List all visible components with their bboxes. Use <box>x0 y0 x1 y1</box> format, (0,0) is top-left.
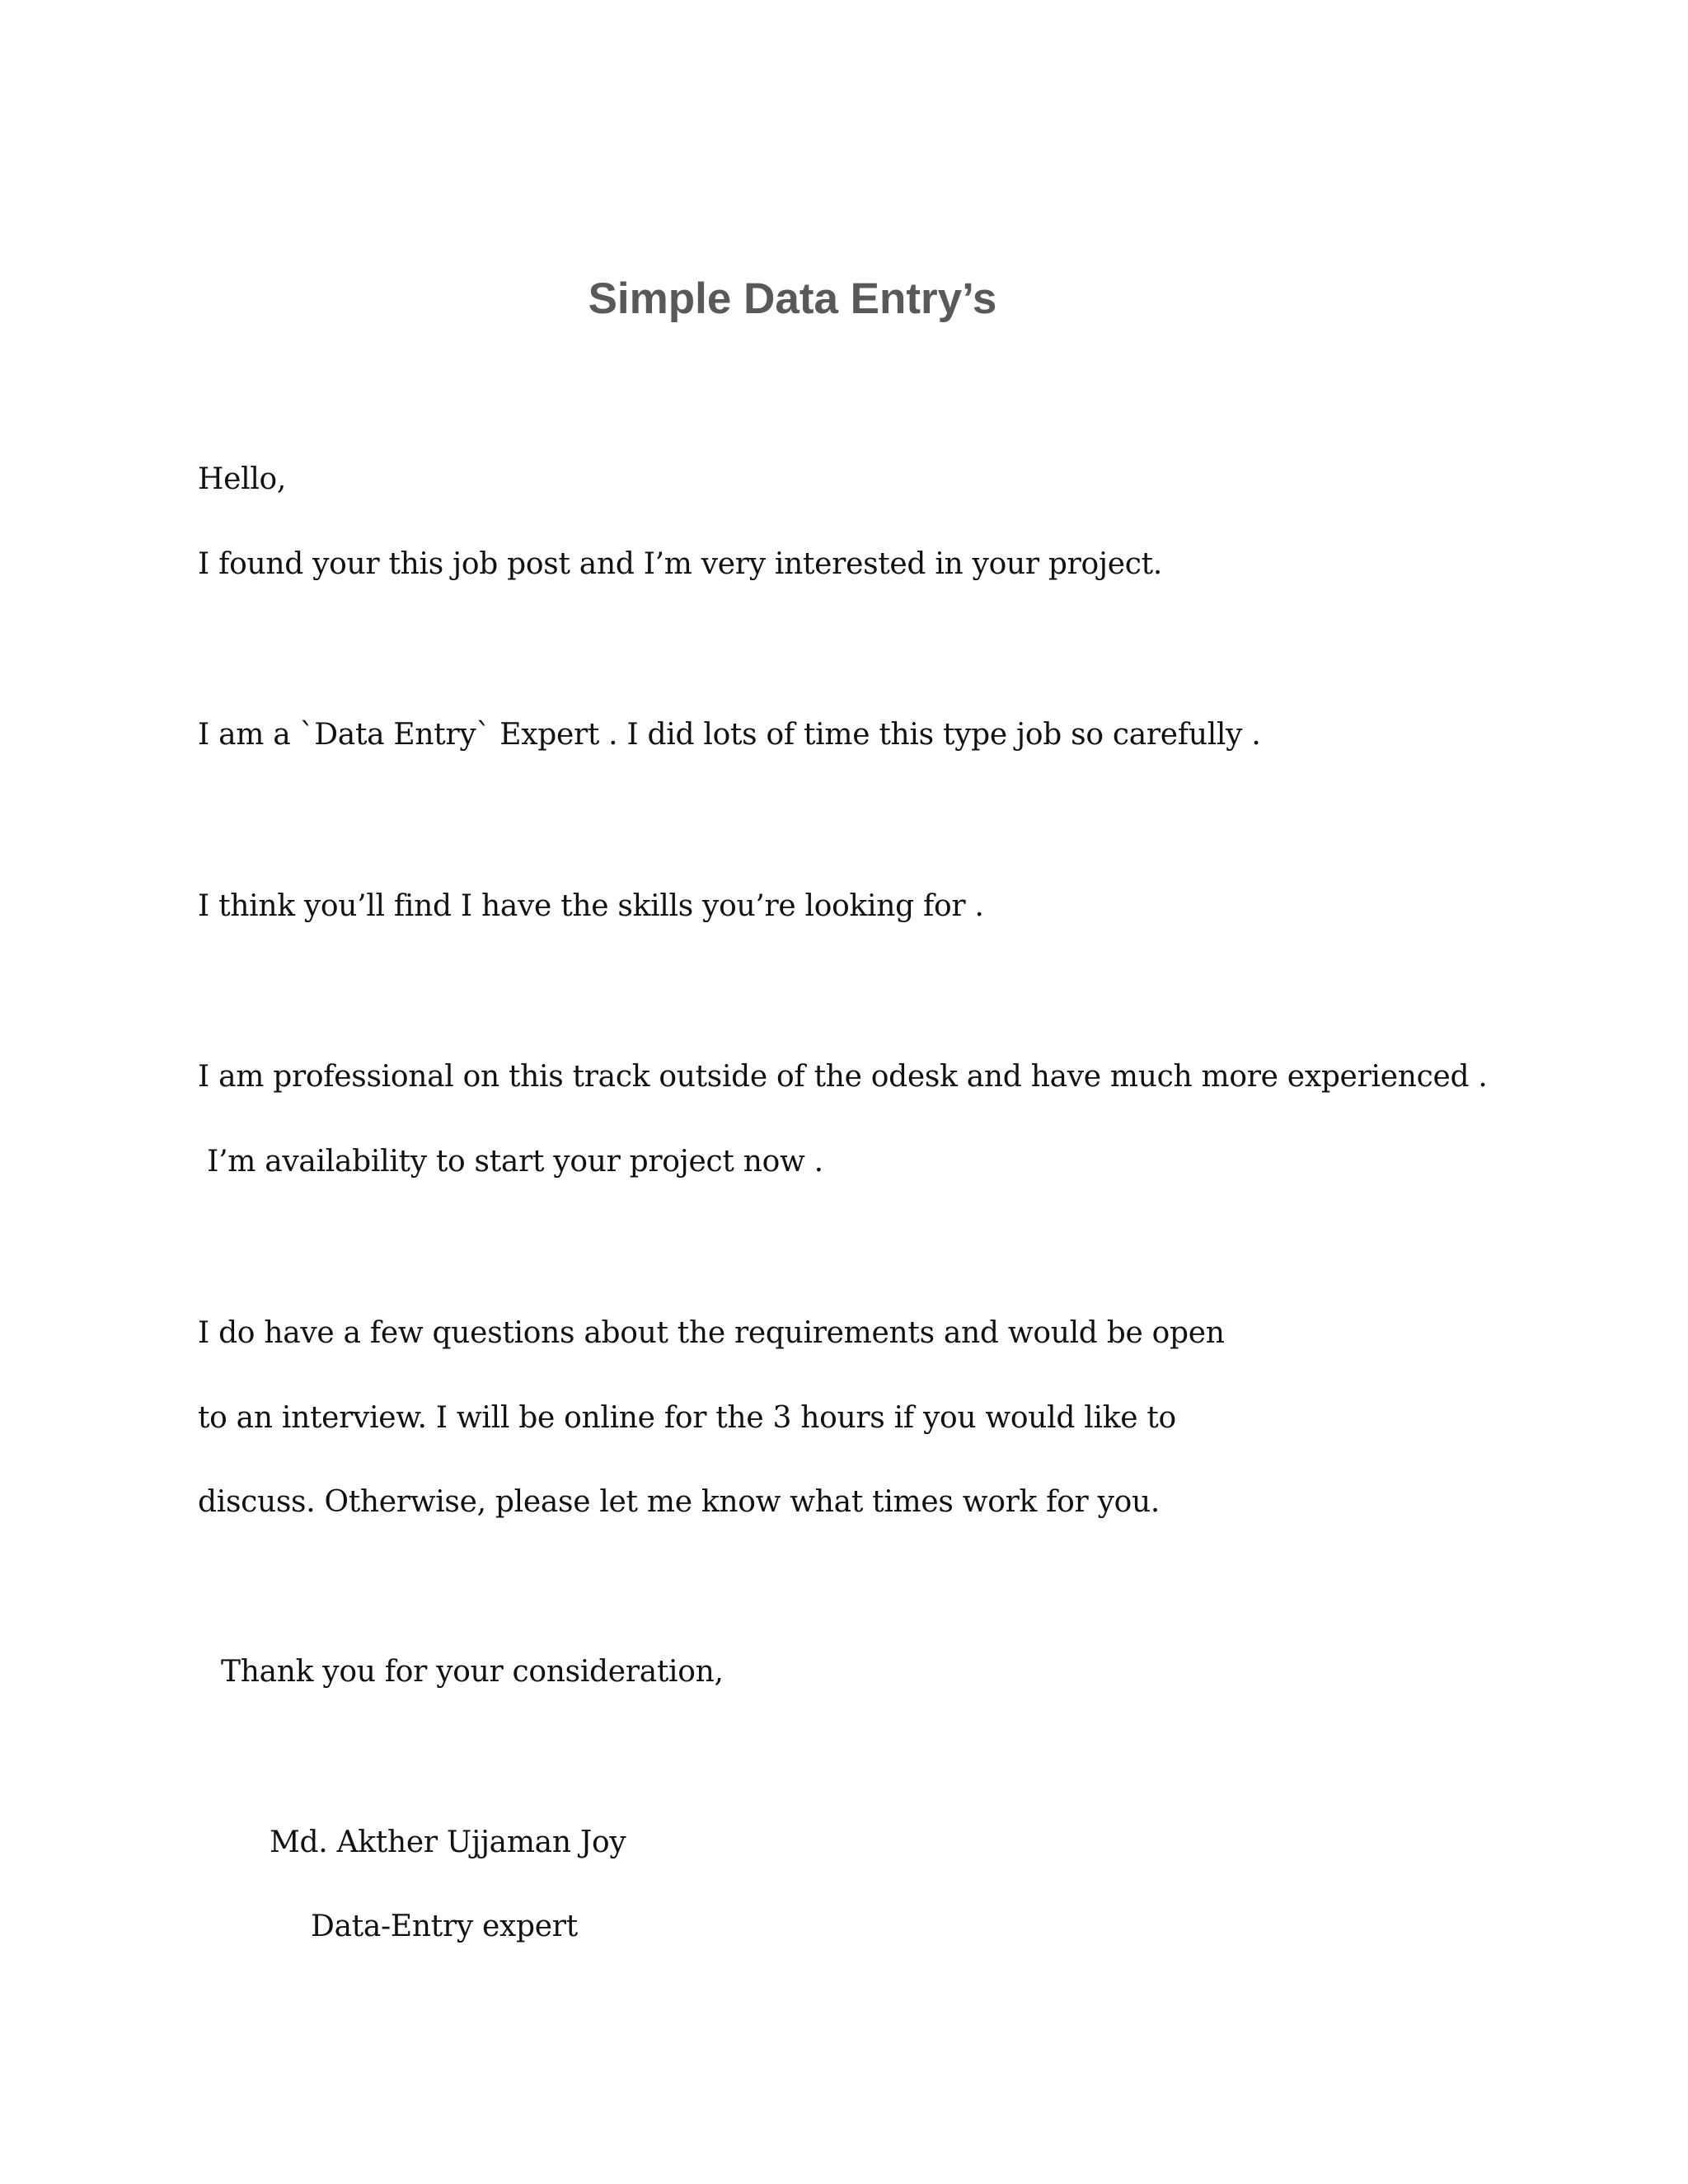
signature-name: Md. Akther Ujjaman Joy <box>270 1825 626 1859</box>
closing-line: Thank you for your consideration, <box>221 1655 724 1689</box>
body-line-4: I am professional on this track outside of the odesk and have much more experienced . <box>198 1060 1488 1094</box>
body-line-8: discuss. Otherwise, please let me know what times work for you. <box>198 1485 1160 1519</box>
body-line-2: I am a `Data Entry` Expert . I did lots of time this type job so carefully . <box>198 718 1261 752</box>
body-line-6: I do have a few questions about the requirements and would be open <box>198 1316 1225 1350</box>
body-line-5: I’m availability to start your project now . <box>198 1145 823 1179</box>
signature-role: Data-Entry expert <box>311 1910 578 1943</box>
body-line-7: to an interview. I will be online for the 3 hours if you would like to <box>198 1401 1176 1435</box>
body-line-1: I found your this job post and I’m very interested in your project. <box>198 547 1162 581</box>
greeting: Hello, <box>198 462 287 496</box>
body-line-3: I think you’ll find I have the skills you’re looking for . <box>198 889 984 923</box>
document-title: Simple Data Entry’s <box>588 274 997 323</box>
